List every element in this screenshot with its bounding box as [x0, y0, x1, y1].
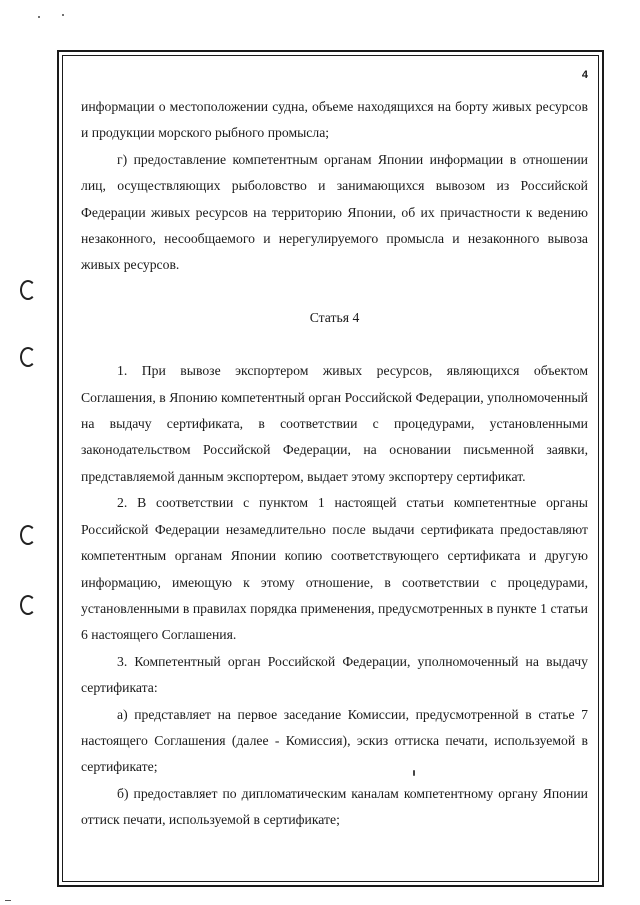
binder-hole	[20, 347, 36, 367]
binder-hole	[20, 280, 36, 300]
scan-mark	[5, 900, 11, 901]
paragraph: а) представляет на первое заседание Комиссии, предусмотренной в статье 7 настоящего Соглашения (далее - Комиссия), эскиз оттиска печати, используемой в сертификате;	[81, 706, 588, 775]
binder-hole	[20, 525, 36, 545]
paragraph: 3. Компетентный орган Российской Федерации, уполномоченный на выдачу сертификата:	[81, 653, 588, 696]
page-number: 4	[581, 69, 588, 81]
paragraph: г) предоставление компетентным органам Японии информации в отношении лиц, осуществляющих рыболовство и занимающихся вывозом из Российской Федерации живых ресурсов на территорию Японии, об их причастности к ведению незаконного, несообщаемого и нерегулируемого промысла и незаконного вывоза живых ресурсов.	[81, 151, 588, 273]
document-body	[81, 94, 588, 834]
paragraph: 2. В соответствии с пунктом 1 настоящей статьи компетентные органы Российской Федерации незамедлительно после выдачи сертификата предоставляют компетентным органам Японии копию соответствующего сертификата и другую информацию, имеющую к этому отношение, в соответствии с процедурами, установленными в правилах порядка применения, предусмотренных в пункте 1 статьи 6 настоящего Соглашения.	[81, 495, 588, 643]
scan-speck	[62, 14, 64, 16]
scan-speck	[38, 16, 40, 18]
binder-hole	[20, 595, 36, 615]
article-title: Статья 4	[309, 309, 360, 325]
paragraph: информации о местоположении судна, объеме находящихся на борту живых ресурсов и продукции морского рыбного промысла;	[81, 99, 588, 141]
paragraph: 1. При вывозе экспортером живых ресурсов, являющихся объектом Соглашения, в Японию компетентный орган Российской Федерации, уполномоченный на выдачу сертификата, в соответствии с процедурами, установленными законодательством Российской Федерации, на основании письменной заявки, представляемой данным экспортером, выдает этому экспортеру сертификат.	[81, 363, 588, 484]
paragraph: б) предоставляет по дипломатическим каналам компетентному органу Японии оттиск печати, используемой в сертификате;	[81, 785, 588, 828]
